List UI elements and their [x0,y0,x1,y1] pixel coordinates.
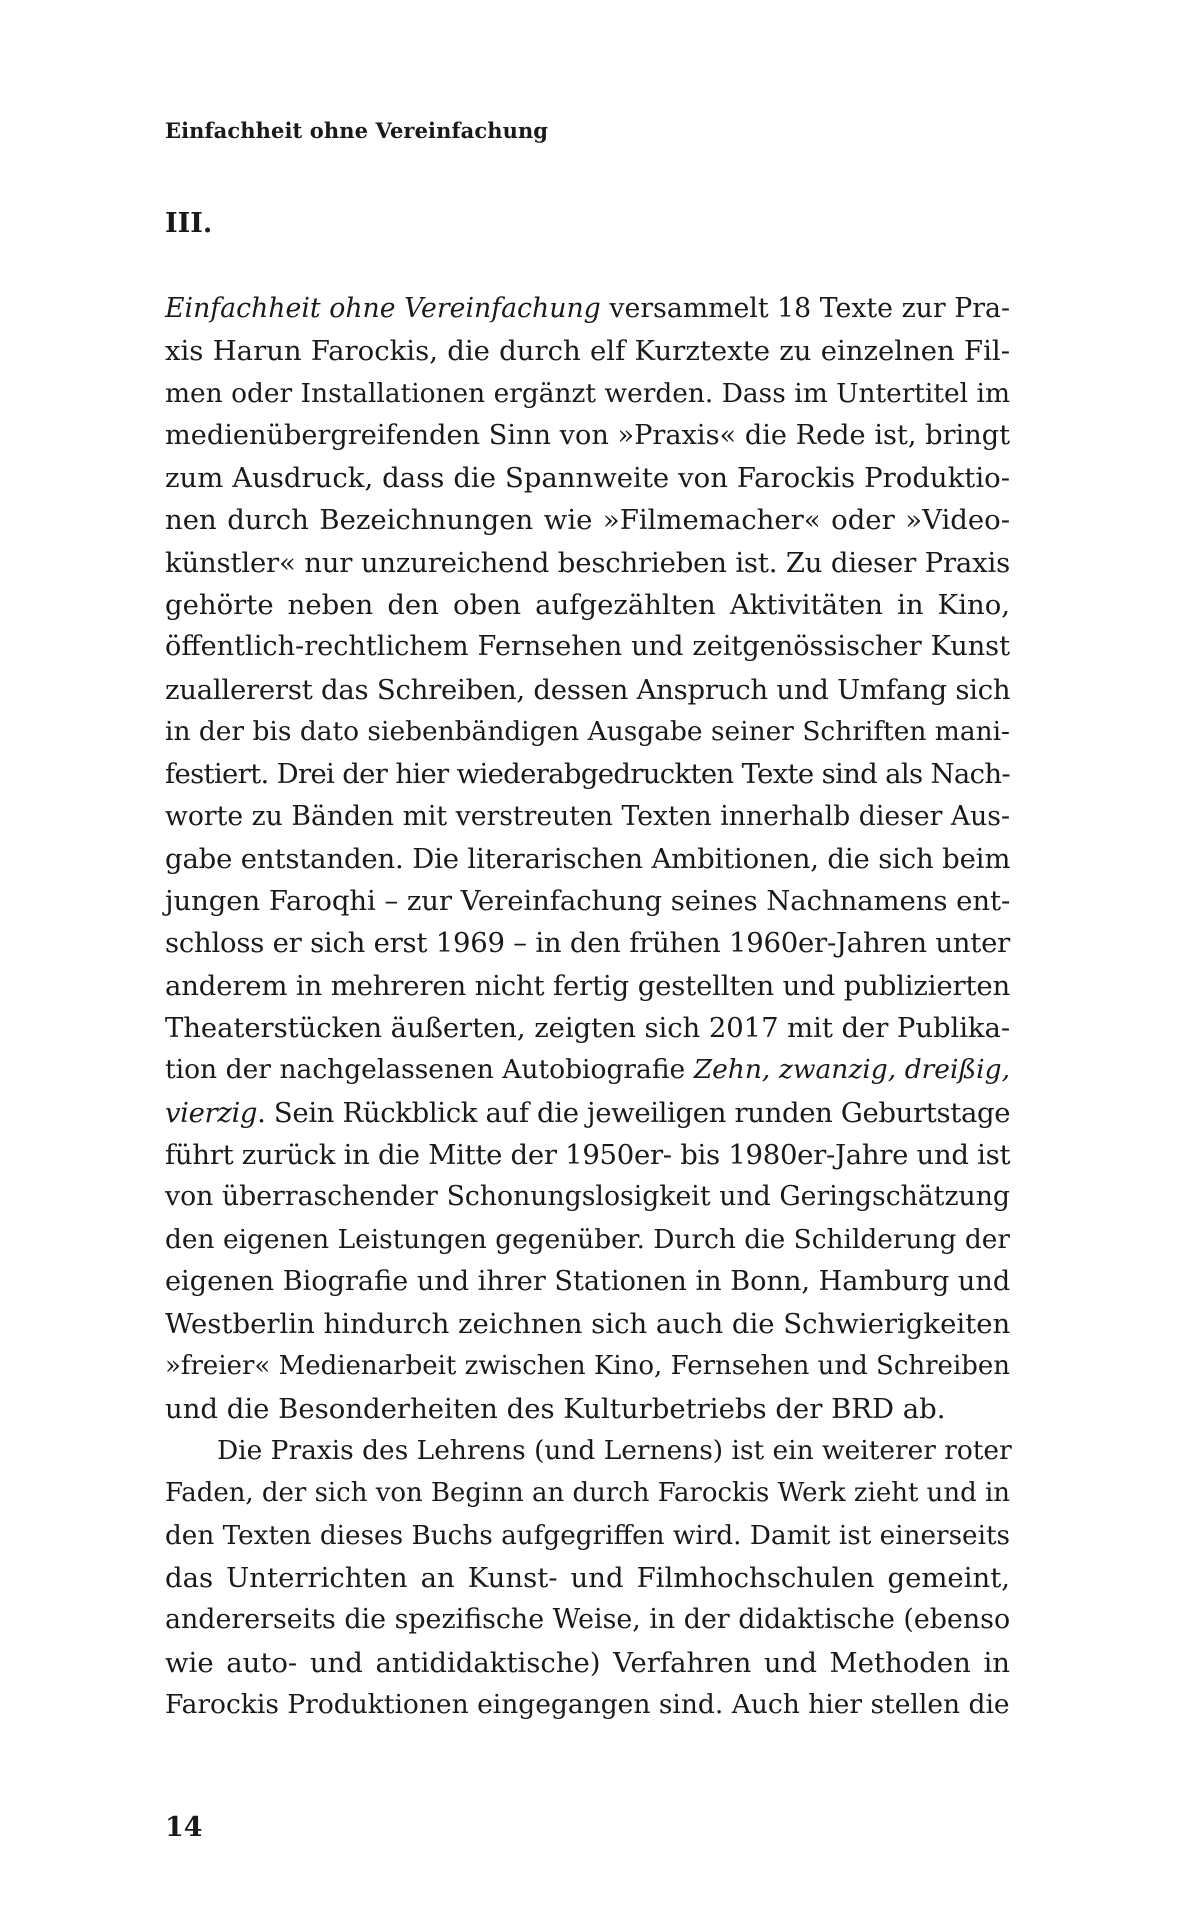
text-line: anderem in mehreren nicht fertig gestellten und publizierten [165,969,1010,1002]
text-line: Theaterstücken äußerten, zeigten sich 2017 mit der Publika- [165,1012,1011,1045]
text-line: Einfachheit ohne Vereinfachung versammelt 18 Texte zur Pra- [165,293,1010,324]
body-text [165,288,1010,1726]
text-line: führt zurück in die Mitte der 1950er- bis 1980er-Jahre und ist [165,1138,1011,1171]
italic-title: Einfachheit ohne Vereinfachung [165,293,601,324]
text-line: Die Praxis des Lehrens (und Lernens) ist ein weiterer roter [217,1435,1012,1467]
text-line: worte zu Bänden mit verstreuten Texten innerhalb dieser Aus- [165,800,1010,832]
text-line: andererseits die spezifische Weise, in der didaktische (ebenso [165,1604,1011,1636]
text-line: den Texten dieses Buchs aufgegriffen wird. Damit ist einerseits [165,1520,1010,1551]
text-line: »freier« Medienarbeit zwischen Kino, Fernsehen und Schreiben [165,1351,1010,1382]
text-line: jungen Faroqhi – zur Vereinfachung seines Nachnamens ent- [165,885,1011,918]
paragraph [165,1430,1010,1726]
italic-title: Zehn, zwanzig, dreißig, [693,1054,1010,1086]
text-line: schloss er sich erst 1969 – in den frühen 1960er-Jahren unter [165,927,1010,960]
text-line: nen durch Bezeichnungen wie »Filmemacher« oder »Video- [165,504,1010,537]
paragraph [165,288,1010,1430]
text-line: xis Harun Farockis, die durch elf Kurztexte zu einzelnen Fil- [165,335,1010,368]
page-number: 14 [165,1812,203,1843]
text-line: öffentlich-rechtlichem Fernsehen und zeitgenössischer Kunst [165,631,1010,663]
text-line: gabe entstanden. Die literarischen Ambitionen, die sich beim [165,842,1011,875]
text-line: tion der nachgelassenen Autobiografie Zehn, zwanzig, dreißig, [165,1054,1010,1086]
text-line: Faden, der sich von Beginn an durch Farockis Werk zieht und in [165,1478,1010,1509]
text-line: das Unterrichten an Kunst- und Filmhochschulen gemeint, [165,1561,1010,1594]
text-line: zuallererst das Schreiben, dessen Anspruch und Umfang sich [165,673,1011,706]
text-line: und die Besonderheiten des Kulturbetriebs der BRD ab. [165,1392,946,1425]
text-line: in der bis dato siebenbändigen Ausgabe seiner Schriften mani- [165,715,1010,747]
section-heading: III. [165,208,213,239]
text-line: men oder Installationen ergänzt werden. Dass im Untertitel im [165,377,1010,409]
text-line: künstler« nur unzureichend beschrieben ist. Zu dieser Praxis [165,546,1010,579]
text-line: medienübergreifenden Sinn von »Praxis« die Rede ist, bringt [165,419,1010,451]
text-line: wie auto- und antididaktische) Verfahren und Methoden in [165,1646,1010,1679]
text-line: Farockis Produktionen eingegangen sind. Auch hier stellen die [165,1688,1010,1720]
text-line: gehörte neben den oben aufgezählten Aktivitäten in Kino, [165,589,1010,622]
text-line: festiert. Drei der hier wiederabgedruckten Texte sind als Nach- [165,758,1010,791]
text-line: vierzig. Sein Rückblick auf die jeweiligen runden Geburtstage [165,1096,1011,1129]
italic-title: vierzig [165,1096,258,1129]
text-line: zum Ausdruck, dass die Spannweite von Farockis Produktio- [165,462,1010,495]
text-line: Westberlin hindurch zeichnen sich auch die Schwierigkeiten [165,1308,1011,1341]
text-line: den eigenen Leistungen gegenüber. Durch die Schilderung der [165,1223,1010,1255]
running-head: Einfachheit ohne Vereinfachung [165,118,549,143]
text-line: von überraschender Schonungslosigkeit und Geringschätzung [165,1181,1010,1213]
text-line: eigenen Biografie und ihrer Stationen in Bonn, Hamburg und [165,1265,1011,1297]
